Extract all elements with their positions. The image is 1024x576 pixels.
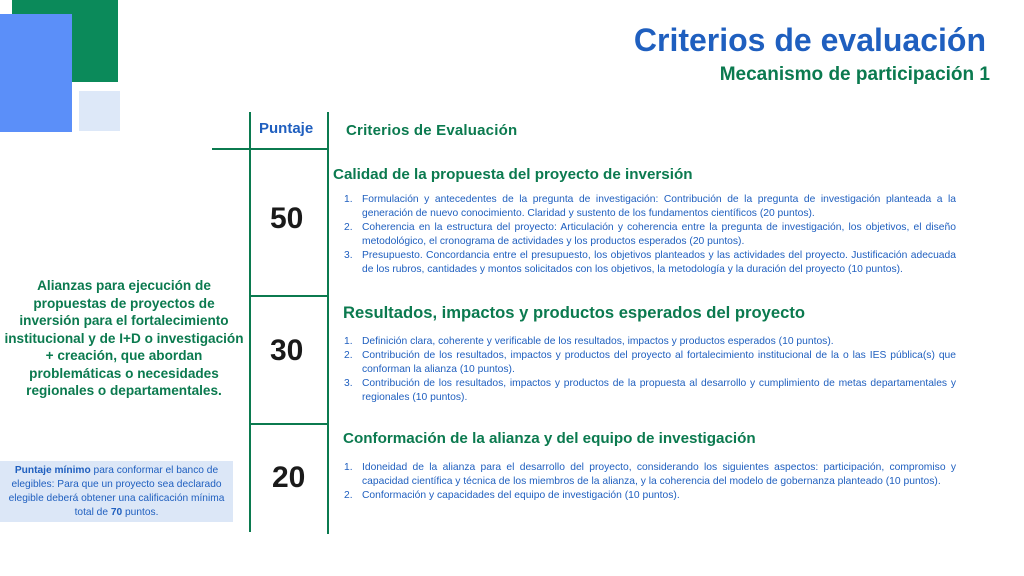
criteria-item: 1. Idoneidad de la alianza para el desarrollo del proyecto, considerando los siguientes aspectos: participación, compromiso y capacidad científica y técnica de los miembros de la alianza, y la coherencia del modelo de gobernanza planteado (10 puntos). — [344, 462, 956, 487]
minimum-score-note — [0, 461, 233, 522]
criteria-item-text: Coherencia en la estructura del proyecto: Articulación y coherencia entre la pregunta de investigación, los objetivos, el diseño metodológico, el cronograma de actividades y los productos esperados (20 puntos). — [362, 221, 956, 247]
criteria-item: 3. Contribución de los resultados, impactos y productos de la propuesta al desarrollo y cumplimiento de metas departamentales y regionales (10 puntos). — [344, 377, 956, 403]
criteria-list-alliance — [344, 461, 956, 503]
decor-light-square — [79, 91, 120, 131]
table-border-left — [249, 112, 251, 532]
criteria-item: 2. Contribución de los resultados, impactos y productos del proyecto al fortalecimiento institucional de la o las IES pública(s) que conforman la alianza (10 puntos). — [344, 349, 956, 375]
column-header-criteria: Criterios de Evaluación — [346, 122, 518, 139]
criteria-item: 3. Presupuesto. Concordancia entre el presupuesto, los objetivos planteados y las actividades del proyecto. Justificación adecuada de los rubros, cantidades y montos solicitados con los objetivos, la metodología y la duración del proyecto (10 puntos). — [344, 249, 956, 275]
table-divider-top — [212, 148, 327, 150]
criteria-item: 1. Definición clara, coherente y verificable de los resultados, impactos y productos esperados (10 puntos). — [344, 336, 834, 347]
criteria-item-text: Formulación y antecedentes de la pregunta de investigación: Contribución de la pregunta de investigación planteada a la generación de nuevo conocimiento. Claridad y sustento de los fundamentos científicos (20 puntos). — [362, 194, 956, 219]
note-bold-label: Puntaje mínimo — [14, 465, 91, 476]
section-title-results: Resultados, impactos y productos esperados del proyecto — [343, 303, 805, 322]
column-header-score: Puntaje — [259, 120, 314, 137]
table-divider-2 — [250, 423, 328, 425]
criteria-item-text: Contribución de los resultados, impactos y productos del proyecto al fortalecimiento institucional de la o las IES pública(s) que conforman la alianza (10 puntos). — [362, 349, 956, 375]
table-border-right — [327, 112, 329, 534]
criteria-item: 2. Coherencia en la estructura del proyecto: Articulación y coherencia entre la pregunta de investigación, los objetivos, el diseño metodológico, el cronograma de actividades y los productos esperados (20 puntos). — [344, 221, 956, 247]
table-divider-1 — [250, 295, 328, 297]
note-min-score: 70 — [110, 507, 123, 518]
criteria-item: 2. Conformación y capacidades del equipo de investigación (10 puntos). — [344, 489, 680, 501]
criteria-item-text: Contribución de los resultados, impactos y productos de la propuesta al desarrollo y cumplimiento de metas departamentales y regionales (10 puntos). — [362, 377, 956, 403]
score-section-1: 50 — [270, 202, 304, 235]
section-title-alliance: Conformación de la alianza y del equipo de investigación — [343, 430, 756, 447]
mechanism-description: Alianzas para ejecución de propuestas de proyectos de inversión para el fortalecimiento institucional y de I+D o investigación + creación, que abordan problemáticas o necesidades regionales o departamentales. — [4, 278, 244, 398]
criteria-list-results — [344, 335, 956, 405]
score-section-3: 20 — [272, 461, 306, 494]
score-section-2: 30 — [270, 334, 304, 367]
slide-subtitle: Mecanismo de participación 1 — [719, 64, 990, 85]
decor-blue-square — [0, 14, 72, 132]
note-text-1: para conformar el banco de elegibles: Para que un proyecto sea declarado elegible deberá obtener una calificación mínima total de — [8, 465, 225, 518]
criteria-item-text: Conformación y capacidades del equipo de investigación (10 puntos). — [362, 489, 680, 501]
criteria-item: 1. Formulación y antecedentes de la pregunta de investigación: Contribución de la pregunta de investigación planteada a la generación de nuevo conocimiento. Claridad y sustento de los fundamentos científicos (20 puntos). — [344, 194, 956, 219]
criteria-item-text: Presupuesto. Concordancia entre el presupuesto, los objetivos planteados y las actividades del proyecto. Justificación adecuada de los rubros, cantidades y montos solicitados con los objetivos, la metodología y la duración del proyecto (10 puntos). — [362, 249, 956, 275]
criteria-item-text: Idoneidad de la alianza para el desarrollo del proyecto, considerando los siguientes aspectos: participación, compromiso y capacidad científica y técnica de los miembros de la alianza, y la coherencia del modelo de gobernanza planteado (10 puntos). — [362, 462, 956, 487]
section-title-quality: Calidad de la propuesta del proyecto de inversión — [333, 166, 693, 183]
note-text-2: puntos. — [122, 507, 159, 518]
criteria-item-text: Definición clara, coherente y verificable de los resultados, impactos y productos esperados (10 puntos). — [362, 336, 834, 347]
slide-title: Criterios de evaluación — [633, 22, 986, 58]
criteria-list-quality — [344, 193, 956, 276]
